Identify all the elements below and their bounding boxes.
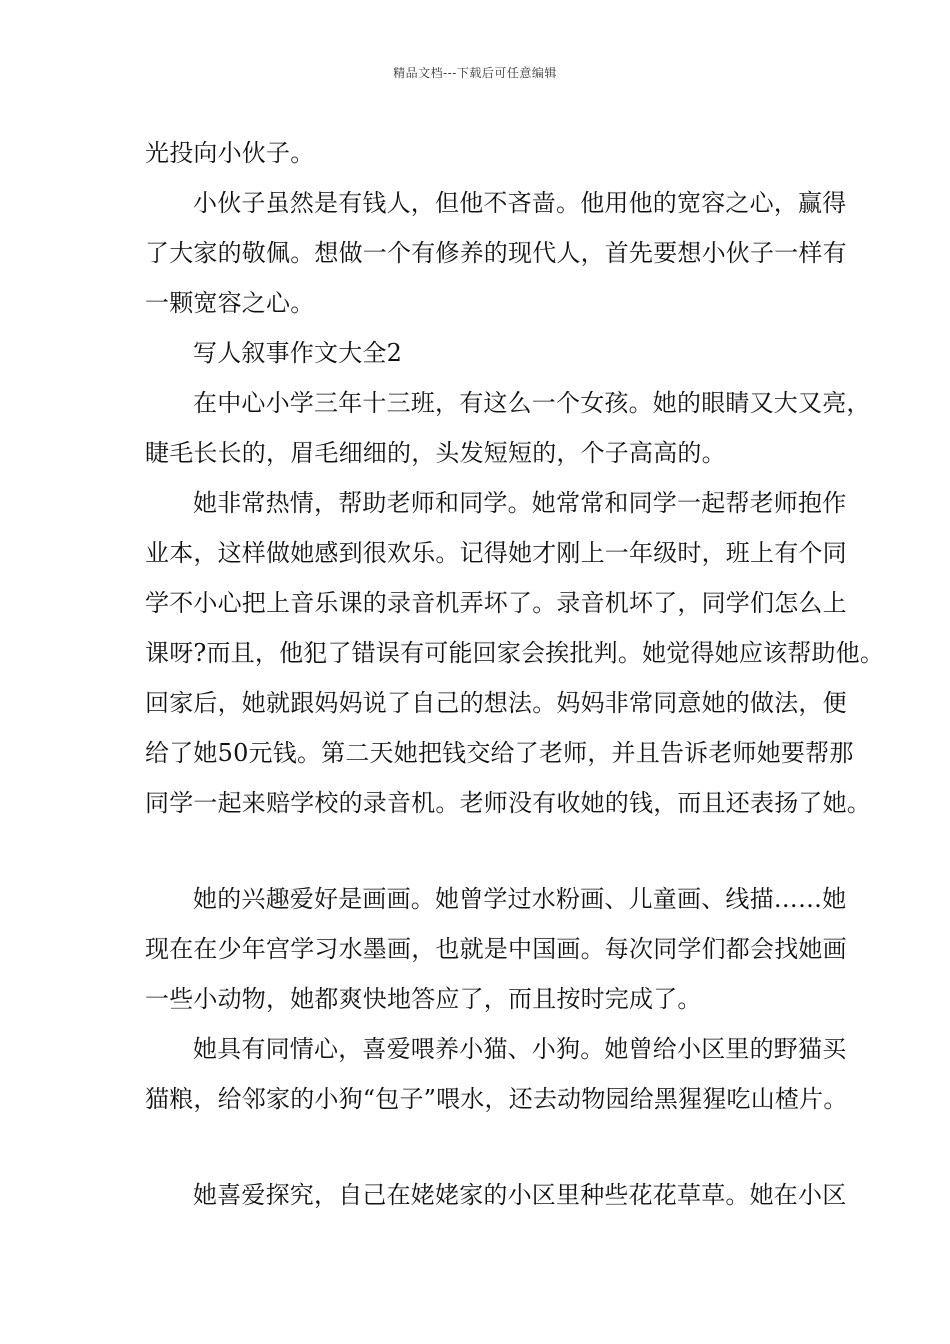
paragraph-line: 给了她50元钱。第二天她把钱交给了老师，并且告诉老师她要帮那 [145, 739, 854, 767]
paragraph-line: 课呀?而且，他犯了错误有可能回家会挨批判。她觉得她应该帮助他。 [145, 639, 885, 667]
paragraph-line: 她喜爱探究，自己在姥姥家的小区里种些花花草草。她在小区 [193, 1181, 847, 1209]
paragraph-line: 在中心小学三年十三班，有这么一个女孩。她的眼睛又大又亮， [193, 389, 871, 417]
paragraph-line: 小伙子虽然是有钱人，但他不吝啬。他用他的宽容之心，赢得 [193, 189, 847, 217]
paragraph-line: 她非常热情，帮助老师和同学。她常常和同学一起帮老师抱作 [193, 489, 847, 517]
paragraph-line: 一些小动物，她都爽快地答应了，而且按时完成了。 [145, 985, 702, 1013]
paragraph-line: 现在在少年宫学习水墨画，也就是中国画。每次同学们都会找她画 [145, 935, 847, 963]
paragraph-line: 她具有同情心，喜爱喂养小猫、小狗。她曾给小区里的野猫买 [193, 1035, 847, 1063]
paragraph-line: 光投向小伙子。 [145, 139, 315, 167]
paragraph-line: 同学一起来赔学校的录音机。老师没有收她的钱，而且还表扬了她。 [145, 789, 871, 817]
paragraph-line: 学不小心把上音乐课的录音机弄坏了。录音机坏了，同学们怎么上 [145, 589, 847, 617]
paragraph-gap [145, 828, 825, 874]
paragraph-line: 了大家的敬佩。想做一个有修养的现代人，首先要想小伙子一样有 [145, 239, 847, 267]
paragraph-line: 回家后，她就跟妈妈说了自己的想法。妈妈非常同意她的做法，便 [145, 689, 847, 717]
paragraph-gap [145, 1124, 825, 1170]
section-title: 写人叙事作文大全2 [193, 339, 403, 367]
paragraph-line: 她的兴趣爱好是画画。她曾学过水粉画、儿童画、线描……她 [193, 885, 847, 913]
paragraph-line: 猫粮，给邻家的小狗“包子”喂水，还去动物园给黑猩猩吃山楂片。 [145, 1085, 848, 1113]
paragraph-line: 睫毛长长的，眉毛细细的，头发短短的，个子高高的。 [145, 439, 726, 467]
page-header: 精品文档---下载后可任意编辑 [393, 66, 557, 80]
paragraph-line: 业本，这样做她感到很欢乐。记得她才刚上一年级时，班上有个同 [145, 539, 847, 567]
paragraph-line: 一颗宽容之心。 [145, 289, 315, 317]
document-body [145, 128, 885, 1220]
